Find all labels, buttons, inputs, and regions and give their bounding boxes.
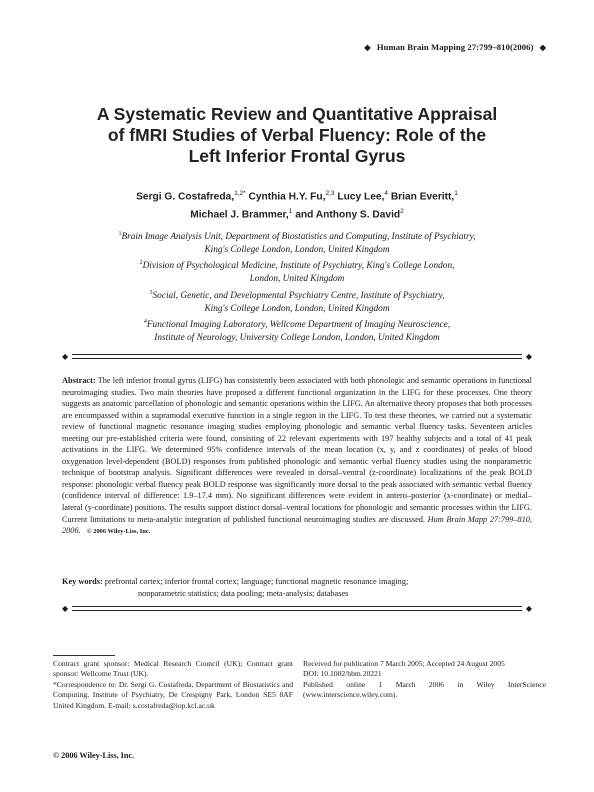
abstract-copyright: © 2006 Wiley-Liss, Inc. (86, 528, 151, 536)
author-name: and Anthony S. David (295, 209, 401, 221)
footnote-rule (53, 655, 115, 656)
keywords (62, 576, 532, 599)
diamond-icon: ◆ (364, 43, 371, 52)
author-name: Sergi G. Costafreda, (136, 191, 235, 203)
running-header (360, 42, 550, 52)
journal-reference: Human Brain Mapping 27:799–810(2006) (376, 42, 534, 52)
affiliation-line (60, 316, 534, 332)
published-footnote: Published online 1 March 2006 in Wiley InterScience (www.interscience.wiley.com). (303, 679, 546, 700)
affiliation-line: Institute of Neurology, University College London, London, United Kingdom (154, 333, 440, 344)
affiliation-line (60, 287, 534, 303)
author-name: Lucy Lee, (337, 191, 385, 203)
divider-line (72, 354, 522, 355)
affiliation-marker: 1 (454, 190, 458, 197)
section-divider-bottom (62, 603, 532, 615)
affiliation-marker: 4 (384, 190, 388, 197)
keywords-text: prefrontal cortex; inferior frontal cortex; language; functional magnetic resonance imaging; (104, 577, 409, 586)
author-name: Cynthia H.Y. Fu, (248, 191, 326, 203)
title-line: of fMRI Studies of Verbal Fluency: Role of the (107, 125, 487, 145)
correspondence-footnote: *Correspondence to: Dr. Sergi G. Costafreda, Department of Biostatistics and Computing, Institute of Psychiatry, De Crespigny Park, London SE5 8AF United Kingdom. E-mail: s.costafreda@iop.kcl.ac.uk (53, 679, 293, 710)
title-line: Left Inferior Frontal Gyrus (188, 146, 406, 166)
affiliation-line: King's College London, London, United Kingdom (204, 245, 390, 256)
affiliation-number: 3 (149, 289, 153, 296)
affiliation-line: King's College London, London, United Kingdom (204, 303, 390, 314)
title-line: A Systematic Review and Quantitative Appraisal (96, 104, 498, 124)
author-list (60, 186, 534, 223)
received-footnote: Received for publication 7 March 2005; Accepted 24 August 2005 (303, 659, 505, 668)
publisher-copyright: © 2006 Wiley-Liss, Inc. (53, 751, 135, 760)
divider-line (72, 606, 522, 607)
author-line (60, 204, 534, 222)
affiliation-marker: 1,2* (234, 190, 246, 197)
affiliation-line: London, United Kingdom (249, 274, 345, 285)
abstract-citation: Hum Brain Mapp 27:799–810, 2006. (62, 514, 532, 536)
footnotes-left (53, 659, 293, 711)
affiliation-number: 2 (139, 260, 143, 267)
author-name: Brian Everitt, (390, 191, 455, 203)
affiliation-line (60, 228, 534, 244)
affiliation-text: Division of Psychological Medicine, Institute of Psychiatry, King's College London, (142, 261, 455, 272)
affiliations (60, 228, 534, 345)
footnotes-right (303, 659, 546, 701)
section-divider-top (62, 351, 532, 363)
author-line (60, 186, 534, 204)
affiliation-text: Brain Image Analysis Unit, Department of Biostatistics and Computing, Institute of Psychiatry, (121, 232, 476, 243)
divider-line (72, 358, 522, 359)
abstract (62, 375, 532, 538)
keywords-label: Key words: (62, 577, 103, 586)
affiliation-marker: 2 (400, 208, 404, 216)
doi-footnote: DOI: 10.1002/hbm.20221 (303, 669, 382, 679)
abstract-text: The left inferior frontal gyrus (LIFG) has consistently been associated with both phonologic and semantic operations in functional neuroimaging studies. Two main theories have proposed a different functional organization in the LIFG for these processes. One theory suggests an anatomic parcellation of phonologic and semantic operations within the LIFG. An alternative theory proposes that both processes are encompassed within a supramodal executive function in a single region in the LIFG. To test these theories, we carried out a systematic review of functional magnetic resonance imaging studies employing phonologic and semantic verbal fluency tasks. Seventeen articles meeting our pre-established criteria were found, consisting of 22 relevant experiments with 197 healthy subjects and a total of 41 peak activations in the LIFG. We determined 95% confidence intervals of the mean location (x, y, and z coordinates) of peaks of blood oxygenation level-dependent (BOLD) responses from published phonologic and semantic verbal fluency studies using the nonparametric technique of bootstrap analysis. Significant differences were revealed in dorsal–ventral (z-coordinate) localizations of the peak BOLD response: phonologic verbal fluency peak BOLD response was significantly more dorsal to the peak associated with semantic verbal fluency (confidence interval of difference: 1.9–17.4 mm). No significant differences were evident in antero–posterior (x-coordinate) or medial–lateral (y-coordinate) positions. The results support distinct dorsal–ventral locations for phonologic and semantic processes within the LIFG. Current limitations to meta-analytic integration of published functional neuroimaging studies are discussed. (62, 376, 532, 524)
affiliation-line (60, 257, 534, 273)
keywords-line (62, 576, 532, 588)
diamond-icon: ◆ (525, 352, 532, 361)
abstract-label: Abstract: (62, 376, 96, 385)
affiliation-number: 1 (118, 231, 122, 237)
diamond-icon: ◆ (62, 352, 69, 361)
grant-footnote: Contract grant sponsor: Medical Research Council (UK); Contract grant sponsor: Wellcome Trust (UK). (53, 659, 293, 679)
affiliation-text: Functional Imaging Laboratory, Wellcome Department of Imaging Neuroscience, (146, 319, 451, 330)
divider-line (72, 610, 522, 611)
keywords-line: nonparametric statistics; data pooling; meta-analysis; databases (138, 588, 349, 598)
diamond-icon: ◆ (525, 604, 532, 613)
affiliation-text: Social, Genetic, and Developmental Psychiatry Centre, Institute of Psychiatry, (152, 290, 445, 301)
article-title (60, 104, 534, 167)
diamond-icon: ◆ (539, 43, 546, 52)
author-name: Michael J. Brammer, (190, 209, 289, 221)
diamond-icon: ◆ (62, 604, 69, 613)
affiliation-number: 4 (143, 318, 147, 325)
affiliation-marker: 1 (288, 208, 293, 216)
affiliation-marker: 2,3 (325, 190, 335, 197)
